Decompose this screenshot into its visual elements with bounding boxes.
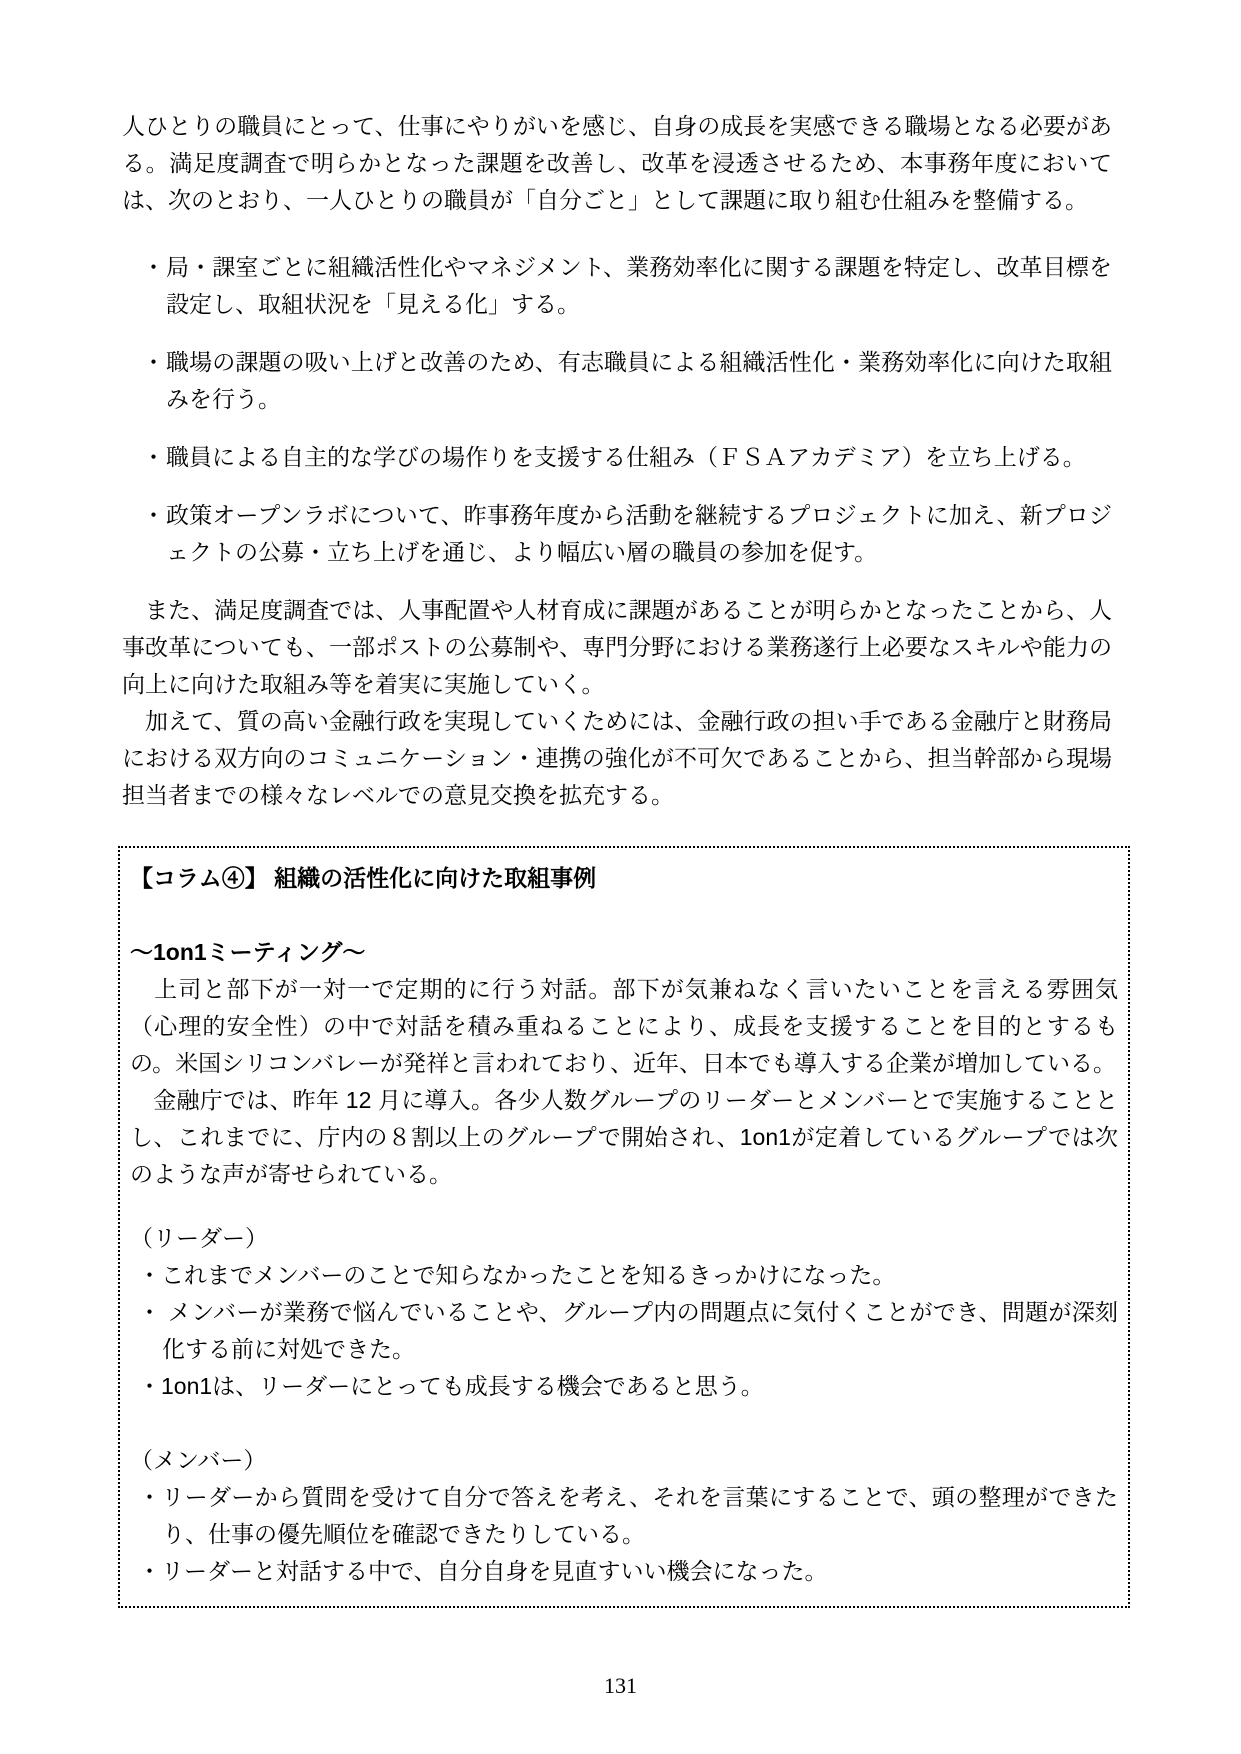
page-number: 131 — [604, 1673, 637, 1698]
bullet-marker-icon: ・ — [142, 349, 165, 375]
bullet-text: 局・課室ごとに組織活性化やマネジメント、業務効率化に関する課題を特定し、改革目標を設定し、取組状況を「見える化」する。 — [166, 254, 1112, 317]
member-quote: ・リーダーと対話する中で、自分自身を見直すいい機会になった。 — [138, 1558, 828, 1584]
bullet-marker-icon: ・ — [142, 254, 165, 280]
leader-quote: ・1on1は、リーダーにとっても成長する機会であると思う。 — [138, 1373, 764, 1399]
column-box-title: 【コラム④】 組織の活性化に向けた取組事例 — [130, 865, 597, 891]
bullet-item-open-lab — [122, 497, 1112, 571]
bullet-text: 職員による自主的な学びの場作りを支援する仕組み（ＦＳＡアカデミア）を立ち上げる。 — [166, 444, 1086, 470]
leader-quote: ・これまでメンバーのことで知らなかったことを知るきっかけになった。 — [138, 1262, 896, 1288]
member-quotes-section — [130, 1442, 1118, 1590]
bullet-item-goals — [122, 249, 1112, 323]
box-paragraph-fsa-introduction: 金融庁では、昨年 12 月に導入。各少人数グループのリーダーとメンバーとで実施することとし、これまでに、庁内の８割以上のグループで開始され、1on1が定着しているグループでは次のような声が寄せられている。 — [130, 1087, 1118, 1187]
bullet-item-fsa-academia — [122, 439, 1112, 476]
bullet-item-workplace — [122, 344, 1112, 418]
column-box-subtitle: ～1on1ミーティング～ — [130, 939, 366, 965]
intro-paragraph: 人ひとりの職員にとって、仕事にやりがいを感じ、自身の成長を実感できる職場となる必要がある。満足度調査で明らかとなった課題を改善し、改革を浸透させるため、本事務年度においては、次のとおり、一人ひとりの職員が「自分ごと」として課題に取り組む仕組みを整備する。 — [122, 113, 1112, 213]
member-quote: ・リーダーから質問を受けて自分で答えを考え、それを言葉にすることで、頭の整理ができたり、仕事の優先順位を確認できたりしている。 — [138, 1484, 1118, 1547]
bullet-text: 政策オープンラボについて、昨事務年度から活動を継続するプロジェクトに加え、新プロジェクトの公募・立ち上げを通じ、より幅広い層の職員の参加を促す。 — [166, 502, 1112, 565]
bullet-text: 職場の課題の吸い上げと改善のため、有志職員による組織活性化・業務効率化に向けた取組みを行う。 — [166, 349, 1112, 412]
paragraph-communication: 加えて、質の高い金融行政を実現していくためには、金融行政の担い手である金融庁と財務局における双方向のコミュニケーション・連携の強化が不可欠であることから、担当幹部から現場担当者までの様々なレベルでの意見交換を拡充する。 — [122, 708, 1112, 808]
bullet-marker-icon: ・ — [142, 444, 165, 470]
member-label: （メンバー） — [130, 1447, 267, 1473]
bullet-marker-icon: ・ — [142, 502, 165, 528]
leader-quote: ・ メンバーが業務で悩んでいることや、グループ内の問題点に気付くことができ、問題が深刻化する前に対処できた。 — [138, 1299, 1118, 1362]
leader-label: （リーダー） — [130, 1225, 268, 1251]
paragraph-hr-reform: また、満足度調査では、人事配置や人材育成に課題があることが明らかとなったことから、人事改革についても、一部ポストの公募制や、専門分野における業務遂行上必要なスキルや能力の向上に向けた取組み等を着実に実施していく。 — [122, 597, 1112, 697]
measures-bullet-list — [122, 249, 1112, 571]
box-paragraph-1on1-definition: 上司と部下が一対一で定期的に行う対話。部下が気兼ねなく言いたいことを言える雰囲気（心理的安全性）の中で対話を積み重ねることにより、成長を支援することを目的とするもの。米国シリコンバレーが発祥と言われており、近年、日本でも導入する企業が増加している。 — [130, 976, 1118, 1076]
page-content — [122, 108, 1118, 1608]
leader-quotes-section — [130, 1220, 1118, 1405]
column-box — [118, 846, 1130, 1608]
